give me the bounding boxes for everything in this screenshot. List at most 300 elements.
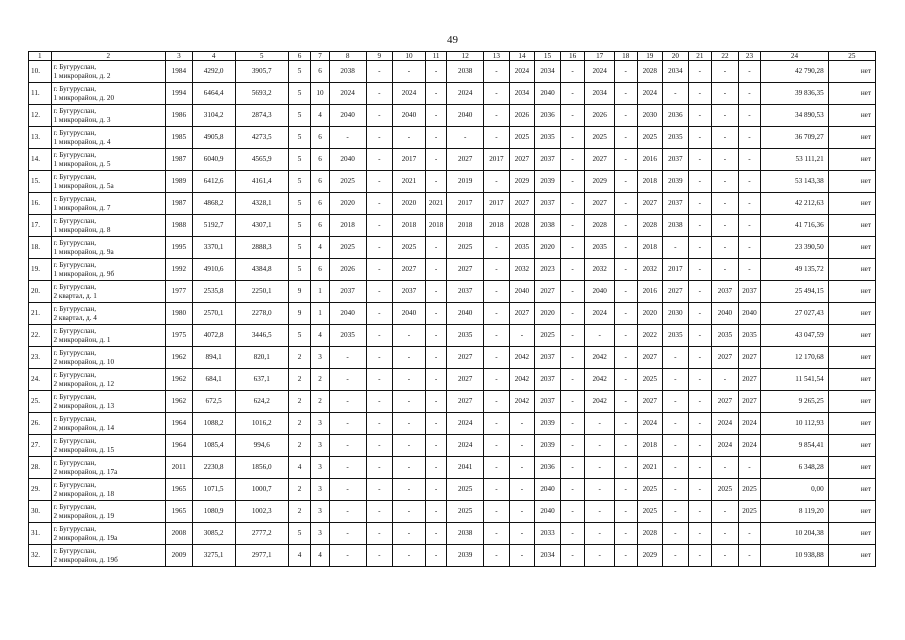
- column-number-21: 21: [688, 52, 712, 61]
- data-table: [28, 51, 876, 567]
- table-cell: 34 890,53: [761, 105, 829, 127]
- table-cell: 2033: [535, 523, 561, 545]
- table-cell: -: [560, 237, 585, 259]
- table-cell: 2041: [447, 457, 484, 479]
- table-cell: 4292,0: [192, 61, 235, 83]
- column-number-4: 4: [192, 52, 235, 61]
- table-cell: 2025: [585, 127, 615, 149]
- table-cell: -: [560, 435, 585, 457]
- table-cell: 2027: [509, 149, 535, 171]
- row-number-cell: 10.: [29, 61, 52, 83]
- table-cell: 5: [288, 61, 311, 83]
- table-cell: нет: [828, 369, 875, 391]
- table-row: [29, 281, 876, 303]
- table-cell: -: [615, 523, 638, 545]
- table-cell: -: [366, 171, 393, 193]
- table-cell: -: [712, 237, 739, 259]
- table-cell: 5: [288, 193, 311, 215]
- table-cell: -: [393, 325, 426, 347]
- table-row: [29, 149, 876, 171]
- row-number-cell: 15.: [29, 171, 52, 193]
- table-cell: -: [393, 347, 426, 369]
- table-cell: -: [615, 369, 638, 391]
- table-cell: -: [688, 281, 712, 303]
- table-cell: -: [663, 391, 689, 413]
- table-cell: нет: [828, 237, 875, 259]
- column-number-23: 23: [738, 52, 761, 61]
- address-cell: г. Бугуруслан, 2 микрорайон, д. 17а: [51, 457, 166, 479]
- table-cell: 2570,1: [192, 303, 235, 325]
- table-cell: нет: [828, 193, 875, 215]
- table-cell: 27 027,43: [761, 303, 829, 325]
- table-cell: -: [615, 149, 638, 171]
- table-cell: -: [560, 457, 585, 479]
- table-cell: 894,1: [192, 347, 235, 369]
- table-cell: 5: [288, 523, 311, 545]
- table-cell: нет: [828, 303, 875, 325]
- table-cell: -: [738, 457, 761, 479]
- table-cell: 6: [311, 61, 329, 83]
- table-cell: 1085,4: [192, 435, 235, 457]
- row-number-cell: 14.: [29, 149, 52, 171]
- table-cell: нет: [828, 545, 875, 567]
- table-cell: 4161,4: [235, 171, 288, 193]
- table-cell: -: [366, 83, 393, 105]
- table-cell: 5: [288, 325, 311, 347]
- table-cell: 2040: [712, 303, 739, 325]
- table-cell: нет: [828, 259, 875, 281]
- table-cell: -: [366, 105, 393, 127]
- table-cell: 3104,2: [192, 105, 235, 127]
- table-cell: 2038: [447, 61, 484, 83]
- table-cell: 2017: [484, 149, 510, 171]
- table-cell: 2023: [535, 259, 561, 281]
- table-cell: 2036: [535, 105, 561, 127]
- table-cell: -: [688, 259, 712, 281]
- table-cell: 2008: [166, 523, 193, 545]
- table-cell: -: [738, 171, 761, 193]
- table-cell: нет: [828, 523, 875, 545]
- column-number-6: 6: [288, 52, 311, 61]
- table-cell: 2027: [585, 149, 615, 171]
- table-cell: 4910,6: [192, 259, 235, 281]
- table-cell: 0,00: [761, 479, 829, 501]
- table-cell: -: [712, 369, 739, 391]
- table-cell: -: [366, 61, 393, 83]
- table-cell: -: [560, 325, 585, 347]
- table-row: [29, 325, 876, 347]
- address-cell: г. Бугуруслан, 2 микрорайон, д. 10: [51, 347, 166, 369]
- table-cell: 2026: [509, 105, 535, 127]
- table-cell: 2042: [585, 369, 615, 391]
- table-cell: -: [366, 149, 393, 171]
- table-cell: -: [615, 501, 638, 523]
- table-cell: 2028: [637, 215, 663, 237]
- table-cell: 2040: [329, 105, 366, 127]
- table-cell: 2016: [637, 149, 663, 171]
- table-cell: -: [738, 83, 761, 105]
- table-cell: -: [560, 259, 585, 281]
- table-cell: -: [615, 325, 638, 347]
- row-number-cell: 24.: [29, 369, 52, 391]
- table-cell: 4273,5: [235, 127, 288, 149]
- table-cell: -: [484, 347, 510, 369]
- table-cell: -: [393, 457, 426, 479]
- table-cell: 4868,2: [192, 193, 235, 215]
- table-cell: 2: [288, 435, 311, 457]
- table-cell: -: [366, 347, 393, 369]
- table-cell: -: [484, 523, 510, 545]
- table-cell: 4565,9: [235, 149, 288, 171]
- table-cell: 2027: [509, 193, 535, 215]
- table-cell: 4384,8: [235, 259, 288, 281]
- table-cell: -: [738, 61, 761, 83]
- table-cell: 3085,2: [192, 523, 235, 545]
- table-cell: 2888,3: [235, 237, 288, 259]
- table-row: [29, 303, 876, 325]
- table-cell: -: [425, 347, 446, 369]
- table-row: [29, 457, 876, 479]
- table-cell: 5: [288, 127, 311, 149]
- table-cell: 25 494,15: [761, 281, 829, 303]
- table-cell: -: [560, 61, 585, 83]
- row-number-cell: 25.: [29, 391, 52, 413]
- table-cell: -: [329, 479, 366, 501]
- table-cell: -: [366, 215, 393, 237]
- table-cell: 5192,7: [192, 215, 235, 237]
- table-cell: -: [712, 215, 739, 237]
- table-cell: -: [688, 303, 712, 325]
- row-number-cell: 11.: [29, 83, 52, 105]
- table-cell: -: [585, 413, 615, 435]
- table-cell: 2025: [712, 479, 739, 501]
- table-cell: 2027: [738, 391, 761, 413]
- table-cell: 2027: [637, 193, 663, 215]
- table-cell: 2037: [329, 281, 366, 303]
- table-cell: 2017: [393, 149, 426, 171]
- table-cell: 2029: [509, 171, 535, 193]
- table-cell: 2039: [535, 171, 561, 193]
- table-row: [29, 171, 876, 193]
- table-cell: 2037: [663, 149, 689, 171]
- table-cell: 4: [288, 457, 311, 479]
- table-cell: 5: [288, 83, 311, 105]
- table-cell: -: [560, 83, 585, 105]
- table-cell: 2024: [585, 61, 615, 83]
- table-cell: 4072,8: [192, 325, 235, 347]
- table-cell: -: [366, 281, 393, 303]
- table-cell: нет: [828, 171, 875, 193]
- table-cell: 2040: [535, 501, 561, 523]
- table-cell: нет: [828, 347, 875, 369]
- address-cell: г. Бугуруслан, 1 микрорайон, д. 5а: [51, 171, 166, 193]
- table-cell: 2018: [637, 435, 663, 457]
- row-number-cell: 19.: [29, 259, 52, 281]
- page-number: 49: [447, 34, 458, 46]
- column-number-8: 8: [329, 52, 366, 61]
- table-row: [29, 413, 876, 435]
- table-cell: 2: [288, 369, 311, 391]
- table-row: [29, 127, 876, 149]
- table-cell: 2027: [637, 347, 663, 369]
- table-cell: 2027: [738, 369, 761, 391]
- table-cell: 2011: [166, 457, 193, 479]
- row-number-cell: 12.: [29, 105, 52, 127]
- table-cell: -: [663, 479, 689, 501]
- table-cell: 4328,1: [235, 193, 288, 215]
- table-cell: 1987: [166, 149, 193, 171]
- table-cell: -: [615, 105, 638, 127]
- table-cell: 2034: [535, 545, 561, 567]
- table-cell: -: [712, 61, 739, 83]
- table-cell: -: [329, 347, 366, 369]
- table-cell: -: [393, 523, 426, 545]
- table-cell: 3: [311, 479, 329, 501]
- table-cell: 2036: [663, 105, 689, 127]
- table-row: [29, 215, 876, 237]
- table-cell: 2035: [535, 127, 561, 149]
- table-cell: -: [663, 523, 689, 545]
- address-cell: г. Бугуруслан, 2 микрорайон, д. 19а: [51, 523, 166, 545]
- table-cell: 1994: [166, 83, 193, 105]
- table-cell: 2027: [447, 391, 484, 413]
- table-cell: -: [329, 435, 366, 457]
- table-cell: 2021: [637, 457, 663, 479]
- column-number-14: 14: [509, 52, 535, 61]
- table-cell: 1965: [166, 479, 193, 501]
- table-cell: 5: [288, 171, 311, 193]
- table-cell: 1987: [166, 193, 193, 215]
- table-cell: 1980: [166, 303, 193, 325]
- column-number-19: 19: [637, 52, 663, 61]
- table-cell: 2017: [484, 193, 510, 215]
- row-number-cell: 21.: [29, 303, 52, 325]
- row-number-cell: 30.: [29, 501, 52, 523]
- table-cell: 2025: [447, 501, 484, 523]
- table-cell: 2018: [637, 237, 663, 259]
- table-cell: -: [366, 479, 393, 501]
- column-number-11: 11: [425, 52, 446, 61]
- table-cell: -: [663, 435, 689, 457]
- table-cell: -: [393, 501, 426, 523]
- table-cell: -: [366, 413, 393, 435]
- table-cell: -: [663, 501, 689, 523]
- table-cell: 1000,7: [235, 479, 288, 501]
- table-cell: -: [425, 303, 446, 325]
- address-cell: г. Бугуруслан, 2 квартал, д. 4: [51, 303, 166, 325]
- table-cell: 2039: [447, 545, 484, 567]
- table-cell: 2027: [447, 347, 484, 369]
- table-cell: 2018: [329, 215, 366, 237]
- table-cell: 2027: [447, 149, 484, 171]
- table-cell: 2022: [637, 325, 663, 347]
- table-cell: 2035: [663, 325, 689, 347]
- table-cell: 2020: [535, 303, 561, 325]
- table-cell: -: [329, 127, 366, 149]
- table-cell: 2017: [663, 259, 689, 281]
- table-cell: -: [560, 413, 585, 435]
- table-cell: -: [484, 545, 510, 567]
- table-cell: -: [425, 149, 446, 171]
- table-cell: -: [712, 127, 739, 149]
- table-cell: 2278,0: [235, 303, 288, 325]
- table-cell: -: [585, 479, 615, 501]
- address-cell: г. Бугуруслан, 2 микрорайон, д. 18: [51, 479, 166, 501]
- table-cell: -: [560, 105, 585, 127]
- table-cell: нет: [828, 127, 875, 149]
- table-cell: -: [688, 83, 712, 105]
- table-cell: -: [615, 545, 638, 567]
- table-cell: -: [425, 391, 446, 413]
- table-cell: 53 143,38: [761, 171, 829, 193]
- table-cell: -: [425, 259, 446, 281]
- table-cell: 2038: [447, 523, 484, 545]
- table-cell: 2: [311, 369, 329, 391]
- table-cell: -: [615, 347, 638, 369]
- table-cell: 2037: [535, 149, 561, 171]
- table-cell: 2026: [585, 105, 615, 127]
- table-cell: -: [615, 281, 638, 303]
- table-cell: -: [329, 501, 366, 523]
- table-cell: -: [329, 413, 366, 435]
- table-cell: 2025: [509, 127, 535, 149]
- address-cell: г. Бугуруслан, 1 микрорайон, д. 9а: [51, 237, 166, 259]
- table-cell: 2025: [447, 479, 484, 501]
- table-cell: 2042: [509, 391, 535, 413]
- table-cell: 2025: [535, 325, 561, 347]
- table-cell: 1: [311, 281, 329, 303]
- address-cell: г. Бугуруслан, 2 микрорайон, д. 12: [51, 369, 166, 391]
- table-cell: 2026: [329, 259, 366, 281]
- table-cell: 2025: [329, 171, 366, 193]
- table-cell: -: [393, 413, 426, 435]
- table-cell: -: [484, 127, 510, 149]
- table-cell: 672,5: [192, 391, 235, 413]
- row-number-cell: 29.: [29, 479, 52, 501]
- table-cell: -: [447, 127, 484, 149]
- column-number-15: 15: [535, 52, 561, 61]
- address-cell: г. Бугуруслан, 1 микрорайон, д. 3: [51, 105, 166, 127]
- table-cell: 2: [288, 479, 311, 501]
- table-cell: 2025: [637, 501, 663, 523]
- column-number-24: 24: [761, 52, 829, 61]
- table-cell: 1964: [166, 435, 193, 457]
- table-cell: -: [425, 545, 446, 567]
- table-cell: -: [688, 215, 712, 237]
- table-cell: 2037: [738, 281, 761, 303]
- table-cell: 2: [311, 391, 329, 413]
- table-cell: 2230,8: [192, 457, 235, 479]
- table-cell: -: [615, 457, 638, 479]
- table-cell: -: [509, 501, 535, 523]
- table-cell: -: [425, 61, 446, 83]
- table-cell: -: [688, 237, 712, 259]
- table-cell: 2027: [663, 281, 689, 303]
- table-cell: 2024: [712, 435, 739, 457]
- table-cell: -: [509, 435, 535, 457]
- address-cell: г. Бугуруслан, 1 микрорайон, д. 8: [51, 215, 166, 237]
- table-cell: -: [688, 435, 712, 457]
- table-cell: 11 541,54: [761, 369, 829, 391]
- table-cell: 2028: [509, 215, 535, 237]
- table-cell: -: [329, 457, 366, 479]
- table-cell: 5: [288, 105, 311, 127]
- table-cell: 39 836,35: [761, 83, 829, 105]
- column-number-12: 12: [447, 52, 484, 61]
- table-cell: -: [366, 457, 393, 479]
- table-cell: 2027: [393, 259, 426, 281]
- table-cell: 2034: [509, 83, 535, 105]
- table-cell: 1080,9: [192, 501, 235, 523]
- table-cell: 2: [288, 391, 311, 413]
- table-cell: -: [366, 303, 393, 325]
- table-cell: 2019: [447, 171, 484, 193]
- table-cell: -: [560, 545, 585, 567]
- table-cell: 5693,2: [235, 83, 288, 105]
- table-cell: 3: [311, 523, 329, 545]
- table-row: [29, 259, 876, 281]
- table-cell: -: [393, 61, 426, 83]
- table-cell: 2034: [663, 61, 689, 83]
- table-cell: 2: [288, 501, 311, 523]
- table-cell: -: [663, 413, 689, 435]
- table-cell: -: [688, 501, 712, 523]
- table-cell: -: [712, 457, 739, 479]
- table-cell: 2037: [535, 391, 561, 413]
- table-cell: 4905,8: [192, 127, 235, 149]
- table-cell: -: [712, 171, 739, 193]
- table-cell: -: [393, 435, 426, 457]
- table-cell: -: [366, 369, 393, 391]
- table-cell: -: [366, 435, 393, 457]
- column-number-7: 7: [311, 52, 329, 61]
- table-cell: 2034: [585, 83, 615, 105]
- table-cell: -: [366, 391, 393, 413]
- table-cell: -: [484, 325, 510, 347]
- table-row: [29, 237, 876, 259]
- table-cell: -: [585, 545, 615, 567]
- table-cell: 1986: [166, 105, 193, 127]
- table-cell: 41 716,36: [761, 215, 829, 237]
- table-cell: -: [615, 171, 638, 193]
- table-cell: -: [484, 435, 510, 457]
- table-cell: -: [366, 523, 393, 545]
- table-cell: -: [509, 325, 535, 347]
- table-cell: -: [738, 237, 761, 259]
- table-cell: 2040: [535, 479, 561, 501]
- table-row: [29, 369, 876, 391]
- table-cell: 4: [311, 325, 329, 347]
- table-cell: -: [560, 501, 585, 523]
- table-cell: 2042: [585, 391, 615, 413]
- table-cell: -: [688, 127, 712, 149]
- table-cell: 2035: [663, 127, 689, 149]
- table-cell: 2025: [637, 369, 663, 391]
- table-cell: 2042: [509, 347, 535, 369]
- table-cell: 2027: [585, 193, 615, 215]
- table-cell: 2039: [663, 171, 689, 193]
- table-cell: -: [393, 127, 426, 149]
- table-row: [29, 61, 876, 83]
- table-cell: 2039: [535, 413, 561, 435]
- table-cell: 2024: [447, 413, 484, 435]
- table-cell: -: [484, 83, 510, 105]
- table-cell: -: [484, 457, 510, 479]
- row-number-cell: 26.: [29, 413, 52, 435]
- table-cell: 1962: [166, 391, 193, 413]
- table-cell: 3275,1: [192, 545, 235, 567]
- table-cell: 2035: [329, 325, 366, 347]
